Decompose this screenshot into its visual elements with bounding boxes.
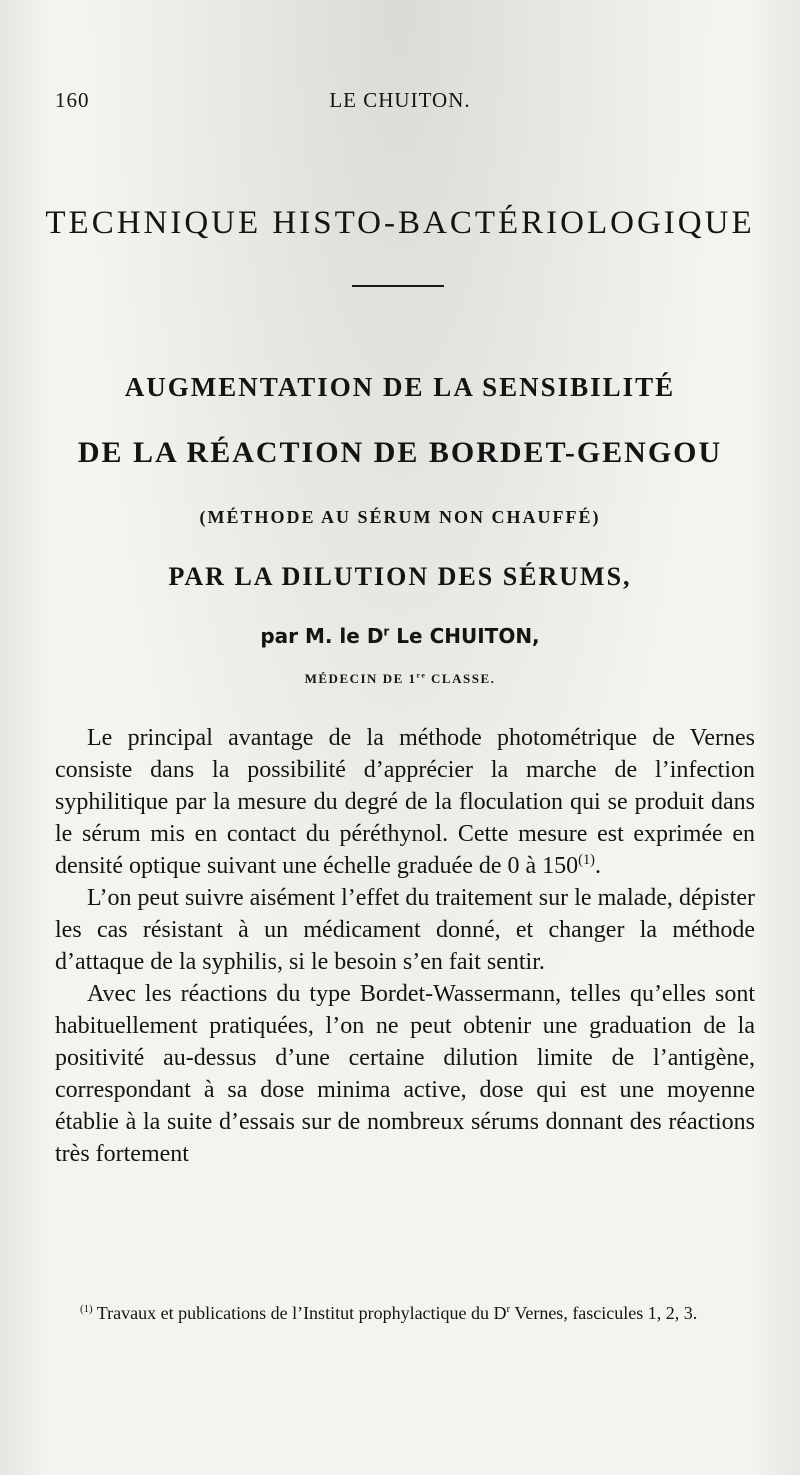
paragraph-1 (55, 722, 755, 882)
article-subtitle: (MÉTHODE AU SÉRUM NON CHAUFFÉ) (199, 507, 601, 527)
footnote-text: Travaux et publications de l’Institut prophylactique du D (92, 1303, 507, 1323)
article-title-line-4: PAR LA DILUTION DES SÉRUMS, (168, 562, 632, 591)
footnote-sup: r (506, 1303, 511, 1315)
paragraph-1-text: Le principal avantage de la méthode photométrique de Vernes consiste dans la possibilité d’apprécier la marche de l’infection syphilitique par la mesure du degré de la floculation qui se produit dans le sérum mis en contact du péréthynol. Cette mesure est exprimée en densité optique suivant une échelle graduée de 0 à 150 (55, 725, 755, 879)
footnote-1 (55, 1300, 755, 1326)
affiliation-suffix: CLASSE. (426, 671, 496, 686)
title-divider (352, 285, 444, 287)
author-line (0, 624, 800, 648)
affiliation-prefix: MÉDECIN DE 1 (304, 671, 417, 686)
section-title: TECHNIQUE HISTO-BACTÉRIOLOGIQUE (45, 205, 755, 241)
footnote-marker: (1) (80, 1303, 93, 1315)
author-title-sup: r (383, 624, 390, 639)
body-text (55, 722, 755, 1170)
page-number: 160 (55, 88, 90, 112)
footnote-reference[interactable]: (1) (578, 852, 595, 868)
paragraph-2: L’on peut suivre aisément l’effet du traitement sur le malade, dépister les cas résistant à un médicament donné, et changer la méthode d’attaque de la syphilis, si le besoin s’en fait sentir. (55, 885, 755, 975)
affiliation-sup: re (416, 670, 427, 680)
running-title: LE CHUITON. (329, 88, 471, 112)
author-prefix: par M. le D (260, 624, 384, 648)
paragraph-1-end: . (594, 853, 601, 879)
footnote (55, 1300, 755, 1326)
running-head (0, 88, 800, 118)
paragraph-3: Avec les réactions du type Bordet-Wassermann, telles qu’elles sont habituellement pratiquées, l’on ne peut obtenir une graduation de la positivité au-dessus d’une certaine dilution limite de l’antigène, correspondant à sa dose minima active, dose qui est une moyenne établie à la suite d’essais sur de nombreux sérums donnant des réactions très fortement (55, 981, 755, 1167)
article-title-line-2: DE LA RÉACTION DE BORDET-GENGOU (77, 436, 723, 469)
author-affiliation (0, 671, 800, 687)
article-title-line-1: AUGMENTATION DE LA SENSIBILITÉ (124, 372, 676, 402)
footnote-text-end: Vernes, fascicules 1, 2, 3. (510, 1303, 698, 1323)
author-name: Le CHUITON, (389, 624, 540, 648)
